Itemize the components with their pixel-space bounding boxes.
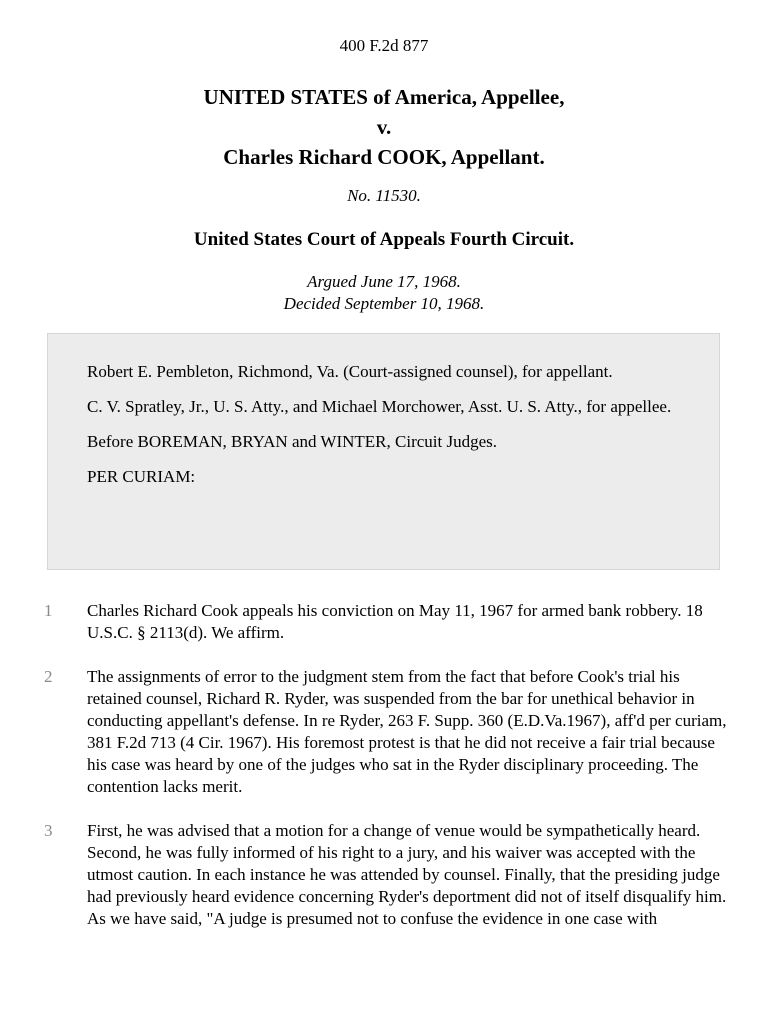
opinion-author: PER CURIAM: — [87, 467, 196, 486]
paragraph-text: The assignments of error to the judgment stem from the fact that before Cook's trial his retained counsel, Richard R. Ryder, was suspended from the bar for unethical behavior in conducting appellant's defense. In re Ryder, 263 F. Supp. 360 (E.D.Va.1967), aff'd per curiam, 381 F.2d 713 (4 Cir. 1967). His foremost protest is that he did not receive a fair trial because his case was heard by one of the judges who sat in the Ryder disciplinary proceeding. The contention lacks merit. — [87, 667, 727, 796]
opinion-paragraph — [0, 600, 768, 644]
paragraph-text: First, he was advised that a motion for a change of venue would be sympathetically heard. Second, he was fully informed of his right to a jury, and his waiver was accepted with the utmost caution. In each instance he was attended by counsel. Finally, that the presiding judge had previously heard evidence concerning Ryder's deportment did not of itself disqualify him. As we have said, "A judge is presumed not to confuse the evidence in one case with — [87, 821, 727, 928]
bench-judges: Before BOREMAN, BRYAN and WINTER, Circuit Judges. — [87, 432, 498, 451]
case-citation: 400 F.2d 877 — [339, 36, 429, 55]
case-dates — [0, 271, 768, 315]
decided-date: Decided September 10, 1968. — [283, 294, 485, 313]
paragraph-number: 3 — [44, 821, 53, 840]
opinion-body — [0, 600, 768, 952]
paragraph-number: 2 — [44, 667, 53, 686]
counsel-panel — [47, 333, 720, 570]
argued-date: Argued June 17, 1968. — [307, 272, 461, 291]
docket-number: No. 11530. — [347, 186, 421, 205]
caption-versus: v. — [376, 115, 392, 139]
opinion-paragraph — [0, 820, 768, 930]
caption-appellant: Charles Richard COOK, Appellant. — [223, 145, 545, 169]
appellant-counsel: Robert E. Pembleton, Richmond, Va. (Court-assigned counsel), for appellant. — [87, 362, 613, 381]
case-caption — [0, 82, 768, 172]
caption-appellee: UNITED STATES of America, Appellee, — [203, 85, 565, 109]
paragraph-number: 1 — [44, 601, 53, 620]
opinion-paragraph — [0, 666, 768, 798]
court-name: United States Court of Appeals Fourth Circuit. — [193, 229, 575, 250]
paragraph-text: Charles Richard Cook appeals his conviction on May 11, 1967 for armed bank robbery. 18 U.S.C. § 2113(d). We affirm. — [87, 601, 703, 642]
appellee-counsel: C. V. Spratley, Jr., U. S. Atty., and Michael Morchower, Asst. U. S. Atty., for appellee. — [87, 397, 672, 416]
